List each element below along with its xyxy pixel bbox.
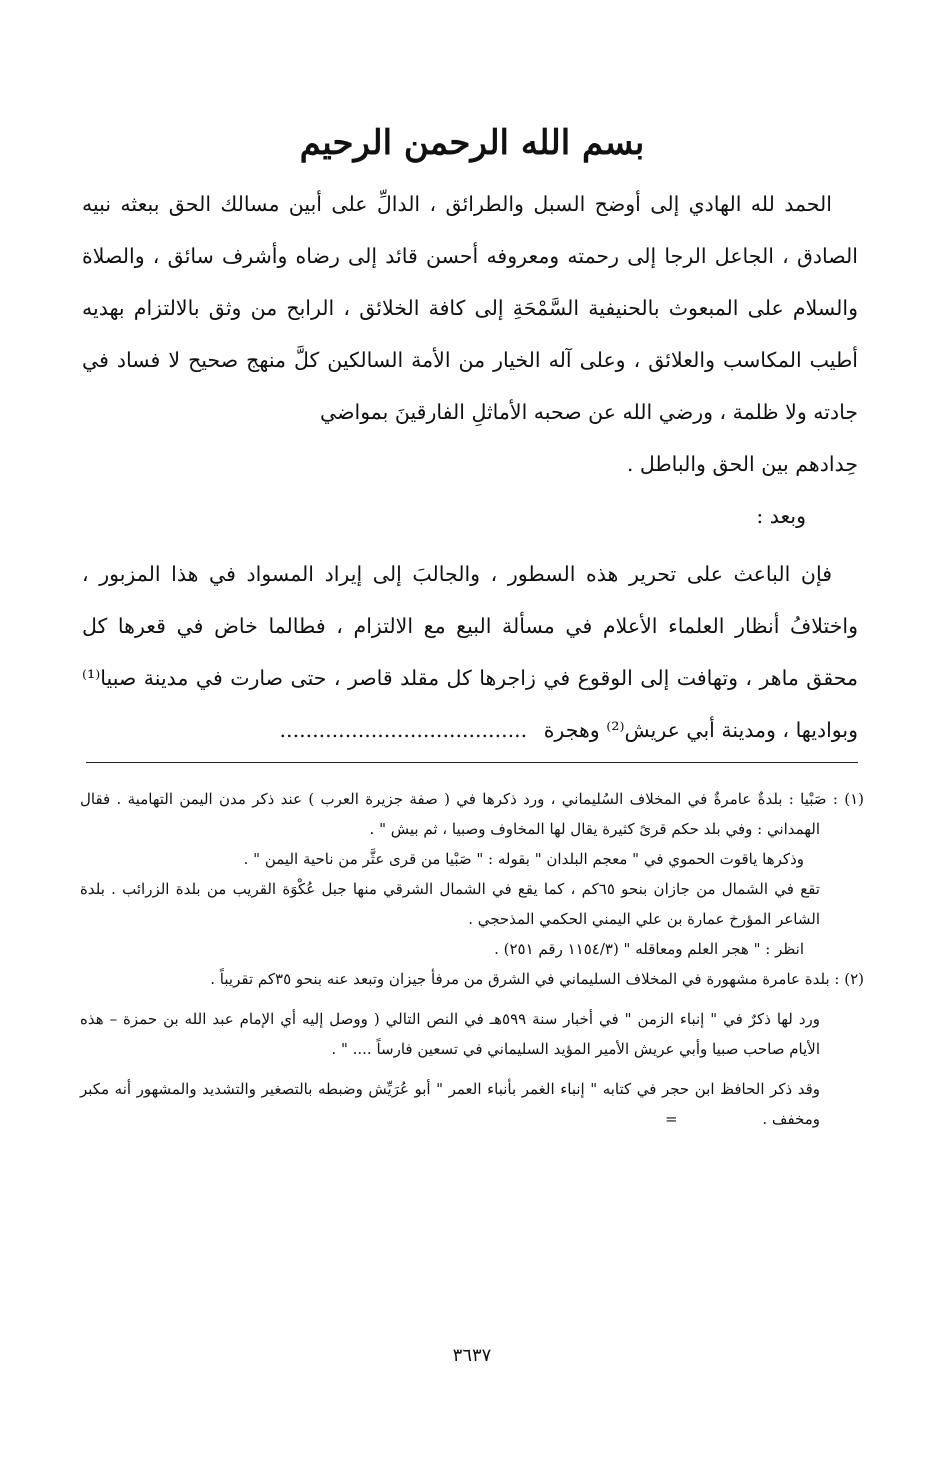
footnote-line: (٢) : بلدة عامرة مشهورة في المخلاف السليماني في الشرق من مرفأ جيزان وتبعد عنه بنحو ٣٥كم	[257, 970, 864, 988]
main-text	[82, 178, 858, 756]
footnote-gap	[80, 1064, 864, 1074]
footnote-line: (١) : صَبْيا : بلدةٌ عامرةٌ في المخلاف السُليماني ، ورد ذكرها في ( صفة جزيرة العرب ) عند ذكر مدن اليمن	[179, 790, 864, 808]
footnote-1-yaqut: وذكرها ياقوت الحموي في " معجم البلدان " بقوله : " صَبْيا من قرى عثَّر من ناحية اليمن " .	[243, 850, 804, 868]
page-number: ٣٦٣٧	[452, 1345, 492, 1366]
body-line: واختلافُ أنظار العلماء الأعلام في مسألة البيع مع الالتزام ، فطالما خاض في قعرها كل	[82, 614, 858, 638]
footnote-2	[80, 964, 864, 994]
footnote-line: التهامية . فقال الهمداني : وفي بلد حكم قرىً كثيرة يقال لها المخاوف وصبيا ، ثم بيش " .	[80, 790, 820, 838]
footnote-separator	[86, 762, 858, 763]
footnote-gap	[80, 994, 864, 1004]
footnote-line: تقع في الشمال من جازان بنحو ٦٥كم ، كما يقع في الشمال الشرقي منها جبل عُكْوَة القريب من	[206, 880, 820, 898]
footnote-1	[80, 784, 864, 844]
wabad-heading: وبعد :	[756, 504, 806, 528]
intro-line: صحيح لا فساد في جادته ولا ظلمة ، ورضي الله عن صحبه الأماثلِ الفارقينَ بمواضي	[82, 348, 858, 424]
intro-line: بالالتزام بهديه أطيب المكاسب والعلائق ، وعلى آله الخيار من الأمة السالكين كلَّ منهج	[82, 296, 858, 372]
footnote-1-location	[80, 874, 864, 934]
footnote-1-reference: انظر : " هجر العلم ومعاقله " (١١٥٤/٣ رقم ٢٥١) .	[494, 940, 804, 958]
body-line: صبيا⁽¹⁾ وبواديها ، ومدينة أبي عريش⁽²⁾ وهجرة	[82, 666, 858, 742]
footnote-line: وقد ذكر الحافظ ابن حجر في كتابه " إنباء الغمر بأنباء العمر " أبو عُرَيِّش وضبطه بالتصغير والتشديد	[202, 1080, 820, 1098]
body-line: فإن الباعث على تحرير هذه السطور ، والجالبَ إلى إيراد المسواد في هذا المزبور ،	[82, 562, 832, 586]
body-paragraph	[82, 548, 858, 756]
footnote-line: الله بن حمزة – هذه الأيام صاحب صبيا وأبي عريش الأمير المؤيد السليماني في تسعين فارساً .... " .	[80, 1010, 820, 1058]
body-line: محقق ماهر ، وتهافت إلى الوقوع في زاجرها كل مقلد قاصر ، حتى صارت في مدينة	[143, 666, 858, 690]
footnote-line: بلدة الزرائب . بلدة الشاعر المؤرخ عمارة بن علي اليمني الحكمي المذحجي .	[80, 880, 820, 928]
intro-paragraph	[82, 178, 858, 438]
intro-line: والصلاة والسلام على المبعوث بالحنيفية السَّمْحَةِ إلى كافة الخلائق ، الرابح من وثق	[82, 244, 858, 320]
dotted-leader: ......................................	[279, 718, 528, 742]
basmala-title: بسم الله الرحمن الرحيم	[299, 123, 645, 163]
footnote-line: والمشهور أنه مكبر ومخفف .	[80, 1080, 820, 1128]
footnotes	[80, 784, 864, 1134]
continuation-mark: =	[665, 1110, 678, 1128]
footnote-2-ibn-hajar	[80, 1074, 864, 1134]
intro-line: الصادق ، الجاعل الرجا إلى رحمته ومعروفه أحسن قائد إلى رضاه وأشرف سائق ،	[152, 244, 858, 268]
intro-closing-line: حِدادهم بين الحق والباطل .	[626, 452, 858, 476]
intro-line: الحمد لله الهادي إلى أوضح السبل والطرائق ، الدالِّ على أبين مسالك الحق ببعثه نبيه	[82, 192, 832, 216]
footnote-line: ورد لها ذكرٌ في " إنباء الزمن " في أخبار سنة ٥٩٩هـ في النص التالي ( ووصل إليه أي الإمام عبد	[212, 1010, 820, 1028]
footnote-2-inba	[80, 1004, 864, 1064]
footnote-line: تقريباً .	[210, 970, 254, 988]
